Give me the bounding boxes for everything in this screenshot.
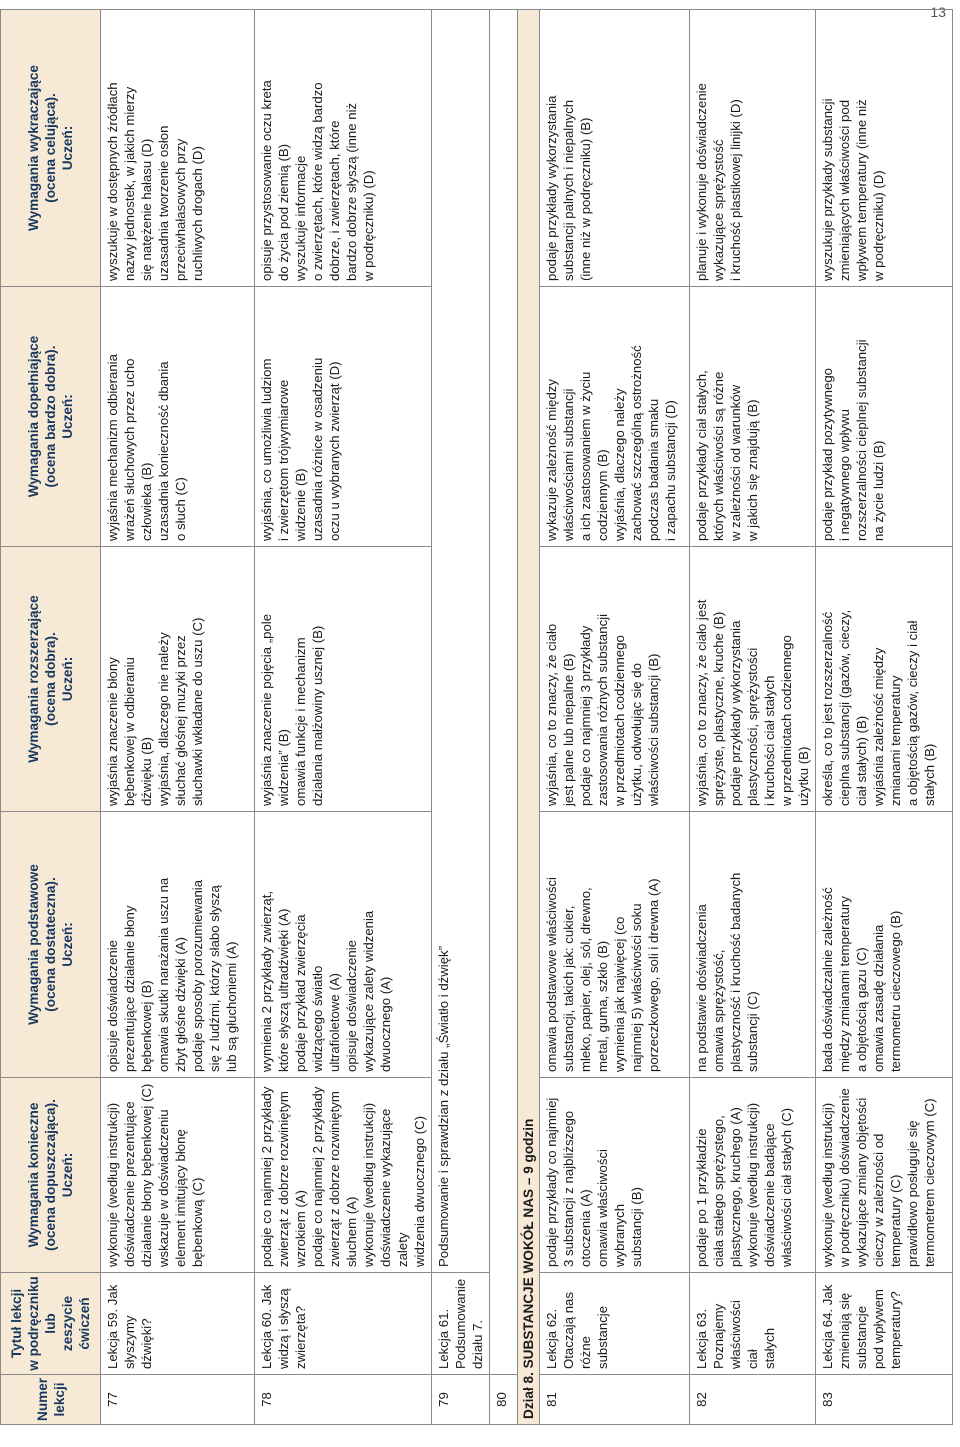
text-line: podaje po 1 przykładzie: [694, 1128, 709, 1267]
text-line: codziennym (B): [595, 449, 610, 541]
summary-cell: Podsumowanie i sprawdzian z działu „Światło i dźwięk”: [432, 10, 490, 1273]
text-line: pod wpływem: [871, 1289, 886, 1369]
text-line: bada doświadczalnie zależność: [820, 887, 835, 1072]
requirement-cell-2: [255, 812, 432, 1078]
text-line: i zapachu substancji (D): [663, 400, 678, 541]
text-line: Lekcja 61.: [436, 1308, 451, 1369]
text-line: różne substancje: [578, 1305, 610, 1369]
text-line: w podręczniku) doświadczenie: [837, 1088, 852, 1267]
text-line: a objętością gazu (C): [854, 947, 869, 1072]
requirement-cell-1: [540, 1078, 690, 1273]
text-line: w podręczniku) (D): [871, 170, 886, 281]
requirements-table: [0, 9, 953, 1425]
text-line: dwuocznego (A): [378, 976, 393, 1072]
text-line: wzrokiem (A): [293, 1190, 308, 1267]
text-line: dźwięku (B): [139, 737, 154, 806]
text-line: ciał stałych) (B): [854, 715, 869, 806]
text-line: plastycznego, kruchego (A): [728, 1107, 743, 1267]
text-line: podaje przykład zwierzęcia: [293, 914, 308, 1072]
lesson-row: [690, 10, 816, 1425]
lesson-title: [816, 1273, 953, 1375]
text-line: prezentujące działanie błony: [122, 905, 137, 1072]
text-line: temperatury (C): [888, 1174, 903, 1267]
text-line: wykonuje (według instrukcji): [745, 1102, 760, 1267]
text-line: zachować szczególną ostrożność: [629, 345, 644, 541]
text-line: i negatywnego wpływu: [837, 409, 852, 541]
header-extended: Wymagania rozszerzające (ocena dobra). Uczeń:: [1, 547, 101, 812]
lesson-title: [690, 1273, 816, 1375]
text-line: podaje co najmniej 2 przykłady: [259, 1086, 274, 1267]
text-line: stałych: [762, 1327, 777, 1369]
lesson-row: [101, 10, 255, 1425]
text-line: na życie ludzi (B): [871, 440, 886, 541]
text-line: ciała stałego sprężystego,: [711, 1115, 726, 1267]
text-line: i kruchości ciał stałych: [762, 675, 777, 806]
text-line: omawia sprężystość,: [711, 949, 726, 1072]
text-line: ruchliwych drogach (D): [190, 146, 205, 281]
text-line: wyjaśnia, dlaczego należy: [612, 388, 627, 541]
requirement-cell-5: [255, 10, 432, 287]
text-line: wykazujące zmiany objętości: [854, 1097, 869, 1267]
lesson-row: [490, 10, 518, 1425]
header-basic: Wymagania podstawowe (ocena dostateczna). Uczeń:: [1, 812, 101, 1078]
text-line: właściwości substancji (B): [646, 653, 661, 806]
text-line: które słyszą ultradźwięki (A): [276, 908, 291, 1072]
text-line: wskazuje w doświadczeniu: [156, 1109, 171, 1267]
text-line: bardzo dobrze słyszą (inne niż: [344, 102, 359, 281]
text-line: podaje przykłady wykorzystania: [544, 95, 559, 281]
text-line: człowieka (B): [139, 462, 154, 541]
text-line: wyjaśnia zależność między: [871, 647, 886, 806]
text-line: podaje co najmniej 2 przykłady: [310, 1086, 325, 1267]
text-line: przeciwhałasowych przy: [173, 138, 188, 281]
text-line: wyjaśnia, dlaczego nie należy: [156, 632, 171, 806]
text-line: stałych (B): [922, 743, 937, 806]
text-line: najmniej 5) właściwości soku: [629, 903, 644, 1072]
text-line: zmieniają się: [837, 1292, 852, 1369]
text-line: wyjaśnia znaczenie błony: [105, 657, 120, 806]
text-line: widzenia” (B): [276, 729, 291, 806]
text-line: substancji (C): [745, 991, 760, 1072]
requirement-cell-1: [816, 1078, 953, 1273]
empty-cell: [490, 10, 518, 1375]
text-line: nazwy jednostek, w jakich mierzy: [122, 86, 137, 281]
text-line: działu 7.: [470, 1319, 485, 1369]
text-line: termometru cieczowego (B): [888, 910, 903, 1072]
text-line: doświadczenie badające: [762, 1123, 777, 1267]
lesson-number: 81: [540, 1375, 690, 1425]
header-required: Wymagania konieczne (ocena dopuszczająca). Uczeń:: [1, 1078, 101, 1273]
text-line: właściwości ciał stałych (C): [779, 1107, 794, 1267]
header-row: [1, 10, 101, 1425]
text-line: wykonuje (według instrukcji): [361, 1102, 376, 1267]
requirement-cell-4: [816, 287, 953, 547]
text-line: w przedmiotach codziennego: [779, 635, 794, 806]
text-line: wykonuje (według instrukcji): [820, 1102, 835, 1267]
lesson-row: [816, 10, 953, 1425]
text-line: uzasadnia konieczność dbania: [156, 361, 171, 541]
text-line: wrażeń słuchowych przez ucho: [122, 358, 137, 541]
lesson-row: [255, 10, 432, 1425]
text-line: podaje sposoby porozumiewania: [190, 879, 205, 1072]
text-line: podaje co najmniej 3 przykłady: [578, 625, 593, 806]
text-line: wyjaśnia znaczenie pojęcia „pole: [259, 613, 274, 806]
text-line: Podsumowanie: [453, 1278, 468, 1369]
requirement-cell-4: [690, 287, 816, 547]
text-line: wyjaśnia, co umożliwia ludziom: [259, 358, 274, 541]
text-line: (inne niż w podręczniku) (B): [578, 117, 593, 281]
text-line: ultrafioletowe (A): [327, 973, 342, 1072]
text-line: wyszukuje przykłady substancji: [820, 98, 835, 281]
text-line: określa, co to jest rozszerzalność: [820, 611, 835, 806]
text-line: zmieniających właściwości pod: [837, 99, 852, 281]
text-line: cieplna substancji (gazów, cieczy,: [837, 609, 852, 806]
text-line: bębenkowej (B): [139, 980, 154, 1072]
lesson-number: 83: [816, 1375, 953, 1425]
text-line: podaje przykład pozytywnego: [820, 367, 835, 541]
text-line: cieczy w zależności od: [871, 1133, 886, 1267]
text-line: termometrem cieczowym (C): [922, 1098, 937, 1267]
text-line: jest palne lub niepalne (B): [561, 653, 576, 806]
text-line: omawia funkcje i mechanizm: [293, 637, 308, 806]
text-line: i zwierzętom trójwymiarowe: [276, 379, 291, 541]
text-line: substancji (B): [629, 1187, 644, 1267]
header-title: Tytuł lekcji w podręczniku lub zeszycie ćwiczeń: [1, 1273, 101, 1375]
text-line: działania małżowiny usznej (B): [310, 625, 325, 806]
text-line: element imitujący błonę: [173, 1129, 188, 1267]
requirement-cell-5: [690, 10, 816, 287]
text-line: wykazujące sprężystość: [711, 139, 726, 281]
text-line: opisuje doświadczenie: [105, 940, 120, 1072]
header-number: Numer lekcji: [1, 1375, 101, 1425]
text-line: użytku (B): [796, 746, 811, 806]
text-line: a objętością gazów, cieczy i ciał: [905, 620, 920, 806]
text-line: zwierząt z dobrze rozwiniętym: [327, 1091, 342, 1267]
text-line: Otaczają nas: [561, 1292, 576, 1369]
text-line: o zwierzętach, które widzą bardzo: [310, 82, 325, 281]
text-line: oczu u wybranych zwierząt (D): [327, 361, 342, 541]
requirement-cell-1: [690, 1078, 816, 1273]
text-line: w przedmiotach codziennego: [612, 635, 627, 806]
text-line: o słuch (C): [173, 477, 188, 541]
requirement-cell-2: [690, 812, 816, 1078]
text-line: wymienia jak najwięcej (co: [612, 916, 627, 1072]
text-line: słuchawki wkładane do uszu (C): [190, 617, 205, 806]
text-line: uzasadnia tworzenie osłon: [156, 125, 171, 281]
requirement-cell-2: [816, 812, 953, 1078]
text-line: zbyt głośne dźwięki (A): [173, 937, 188, 1072]
requirement-cell-4: [101, 287, 255, 547]
lesson-number: 79: [432, 1375, 490, 1425]
requirement-cell-2: [101, 812, 255, 1078]
text-line: lub są głuchoniemi (A): [224, 941, 239, 1072]
text-line: zmianami temperatury: [888, 675, 903, 806]
requirement-cell-1: [101, 1078, 255, 1273]
text-line: wyjaśnia, co to znaczy, że ciało: [544, 623, 559, 806]
text-line: rozszerzalności cieplnej substancji: [854, 339, 869, 541]
requirement-cell-3: [101, 547, 255, 812]
text-line: a ich zastosowaniem w życiu: [578, 371, 593, 541]
text-line: doświadczenie prezentujące: [122, 1101, 137, 1267]
text-line: wykazuje zależność między: [544, 379, 559, 541]
text-line: Lekcja 62.: [544, 1308, 559, 1369]
text-line: działanie błony bębenkowej (C): [139, 1083, 154, 1267]
requirement-cell-4: [540, 287, 690, 547]
text-line: podczas badania smaku: [646, 398, 661, 541]
text-line: zwierzęta?: [293, 1305, 308, 1369]
header-complementary: Wymagania dopełniające (ocena bardzo dobra). Uczeń:: [1, 287, 101, 547]
text-line: Lekcja 64. Jak: [820, 1284, 835, 1369]
text-line: zwierząt z dobrze rozwiniętym: [276, 1091, 291, 1267]
text-line: się natężenie hałasu (D): [139, 138, 154, 281]
requirement-cell-1: [255, 1078, 432, 1273]
text-line: metal, guma, szkło (B): [595, 940, 610, 1072]
text-line: w podręczniku) (D): [361, 170, 376, 281]
text-line: uzasadnia różnice w osadzeniu: [310, 357, 325, 541]
text-line: między zmianami temperatury: [837, 896, 852, 1072]
text-line: słuchać głośnej muzyki przez: [173, 635, 188, 806]
requirement-cell-5: [540, 10, 690, 287]
text-line: i kruchość plastikowej linijki (D): [728, 99, 743, 281]
text-line: planuje i wykonuje doświadczenie: [694, 83, 709, 281]
lesson-number: 82: [690, 1375, 816, 1425]
text-line: Lekcja 59. Jak: [105, 1284, 120, 1369]
text-line: sprężyste, plastyczne, kruche (B): [711, 611, 726, 806]
text-line: widzącego światło: [310, 965, 325, 1072]
text-line: podaje przykłady co najmniej: [544, 1097, 559, 1267]
lesson-number: 78: [255, 1375, 432, 1425]
section-row: [518, 10, 540, 1425]
text-line: słuchem (A): [344, 1196, 359, 1267]
lesson-row: [432, 10, 490, 1425]
requirement-cell-2: [540, 812, 690, 1078]
lesson-title: [255, 1273, 432, 1375]
requirement-cell-4: [255, 287, 432, 547]
text-line: wyszukuje w dostępnych źródłach: [105, 82, 120, 281]
text-line: wymienia 2 przykłady zwierząt,: [259, 890, 274, 1072]
text-line: widzenia dwuocznego (C): [412, 1116, 427, 1267]
text-line: omawia podstawowe właściwości: [544, 877, 559, 1072]
text-line: których właściwości są różne: [711, 371, 726, 541]
text-line: opisuje przystosowanie oczu kreta: [259, 80, 274, 281]
lesson-number: 80: [490, 1375, 518, 1425]
text-line: właściwościami substancji: [561, 388, 576, 541]
text-line: w jakich się znajdują (B): [745, 399, 760, 541]
text-line: wyjaśnia, co to znaczy, że ciało jest: [694, 599, 709, 806]
requirement-cell-5: [816, 10, 953, 287]
text-line: plastyczności, sprężystości: [745, 647, 760, 806]
text-line: porzeczkowego, soli i drewna (A): [646, 878, 661, 1072]
text-line: wpływem temperatury (inne niż: [854, 99, 869, 281]
text-line: bębenkowej w odbieraniu: [122, 657, 137, 806]
text-line: substancje: [854, 1305, 869, 1369]
text-line: bębenkową (C): [190, 1177, 205, 1267]
text-line: temperatury?: [888, 1291, 903, 1369]
lesson-title: [101, 1273, 255, 1375]
text-line: zastosowania różnych substancji: [595, 613, 610, 806]
text-line: substancji, takich jak: cukier,: [561, 905, 576, 1072]
text-line: omawia zasadę działania: [871, 924, 886, 1072]
text-line: plastyczność i kruchość badanych: [728, 872, 743, 1072]
text-line: podaje przykłady wykorzystania: [728, 620, 743, 806]
text-line: do życia pod ziemią (B): [276, 143, 291, 281]
text-line: omawia skutki narażania uszu na: [156, 877, 171, 1072]
lesson-row: [540, 10, 690, 1425]
text-line: omawia właściwości wybranych: [595, 1149, 627, 1267]
requirement-cell-3: [816, 547, 953, 812]
text-line: w zależności od warunków: [728, 384, 743, 541]
text-line: widzenie (B): [293, 468, 308, 541]
section-title: Dział 8. SUBSTANCJE WOKÓŁ NAS – 9 godzin: [518, 10, 540, 1425]
text-line: słyszymy dźwięki?: [122, 1315, 154, 1369]
text-line: doświadczenie wykazujące zalety: [378, 1108, 410, 1267]
requirement-cell-3: [540, 547, 690, 812]
text-line: na podstawie doświadczenia: [694, 904, 709, 1072]
text-line: prawidłowo posługuje się: [905, 1120, 920, 1267]
text-line: wyszukuje informacje: [293, 155, 308, 281]
requirement-cell-3: [690, 547, 816, 812]
lesson-title: [432, 1273, 490, 1375]
text-line: wyjaśnia mechanizm odbierania: [105, 354, 120, 541]
text-line: wykonuje (według instrukcji): [105, 1102, 120, 1267]
text-line: podaje przykłady ciał stałych,: [694, 370, 709, 541]
text-line: widzą i słyszą: [276, 1288, 291, 1369]
lesson-title: [540, 1273, 690, 1375]
text-line: Lekcja 60. Jak: [259, 1284, 274, 1369]
text-line: się z ludźmi, którzy słabo słyszą: [207, 885, 222, 1072]
text-line: dobrze, i zwierzętach, które: [327, 120, 342, 281]
requirement-cell-3: [255, 547, 432, 812]
requirement-cell-5: [101, 10, 255, 287]
text-line: opisuje doświadczenie: [344, 940, 359, 1072]
text-line: użytku, odwołując się do: [629, 663, 644, 806]
text-line: otoczenia (A): [578, 1189, 593, 1267]
text-line: wykazujące zalety widzenia: [361, 910, 376, 1072]
page-number: 13: [930, 4, 946, 20]
text-line: 3 substancji z najbliższego: [561, 1110, 576, 1267]
text-line: właściwości ciał: [728, 1300, 760, 1369]
rotated-table-wrapper: [0, 10, 940, 1425]
text-line: substancji palnych i niepalnych: [561, 99, 576, 281]
text-line: Lekcja 63.: [694, 1308, 709, 1369]
text-line: mleko, papier, olej, sól, drewno,: [578, 887, 593, 1072]
text-line: Poznajemy: [711, 1303, 726, 1369]
header-exceeding: Wymagania wykraczające (ocena celująca). Uczeń:: [1, 10, 101, 287]
lesson-number: 77: [101, 1375, 255, 1425]
